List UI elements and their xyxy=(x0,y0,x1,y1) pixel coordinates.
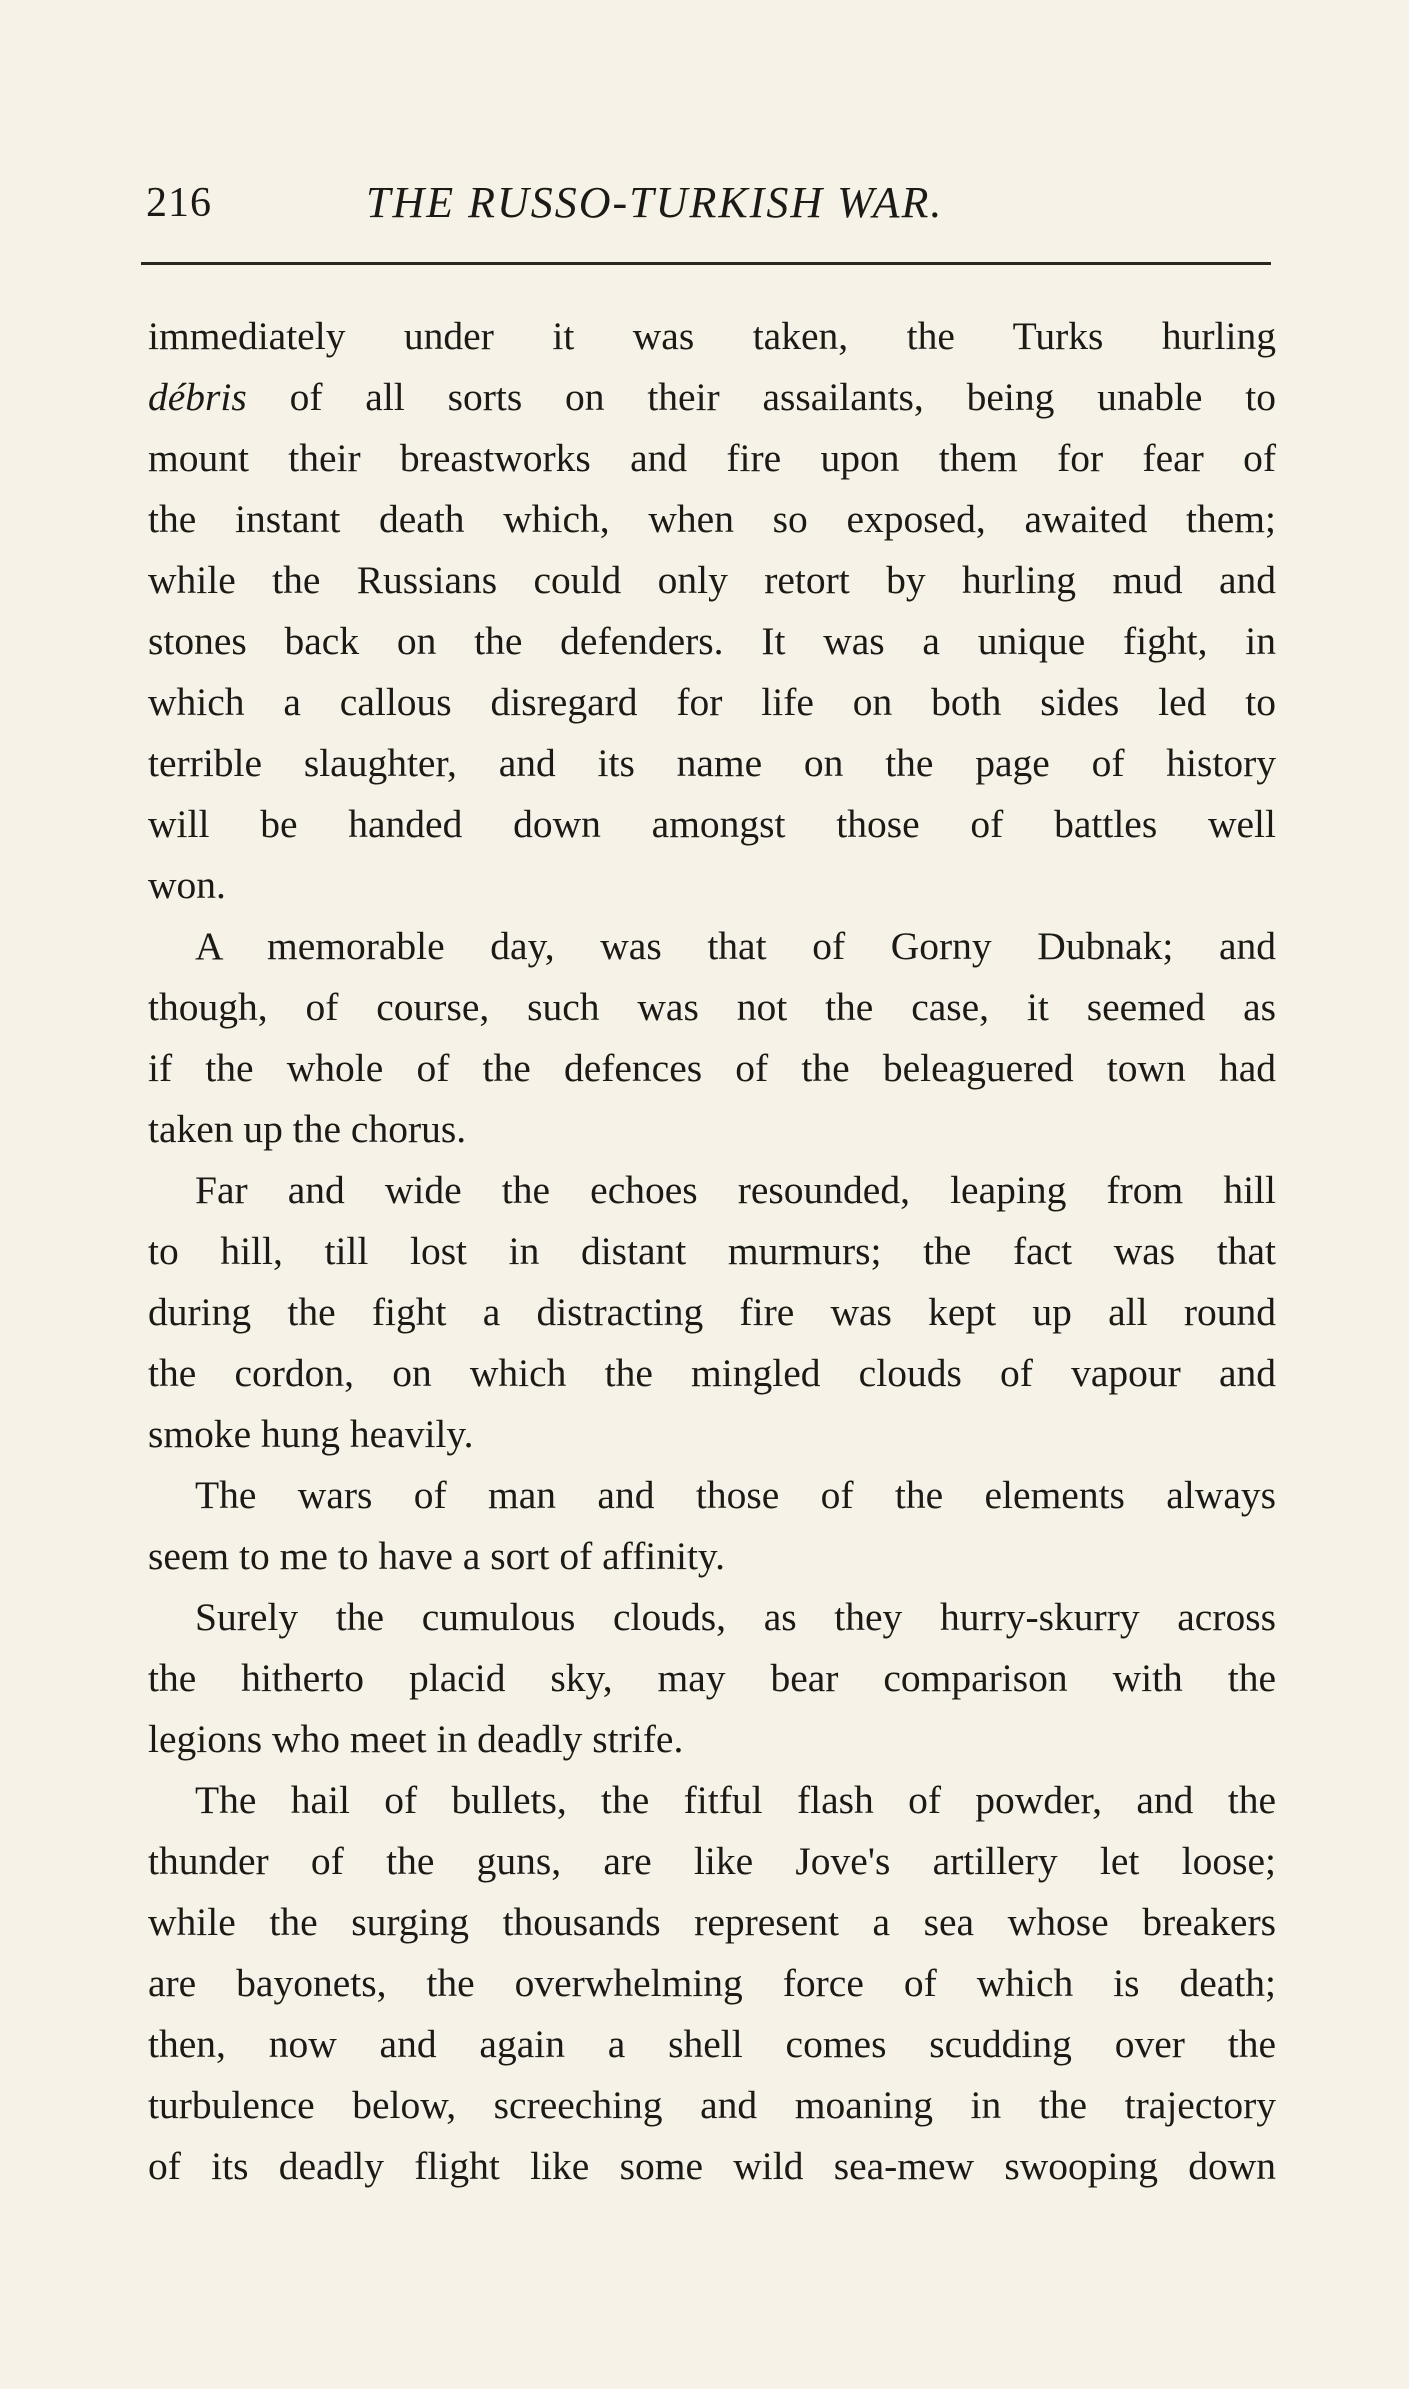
running-head xyxy=(146,168,1271,238)
line-text: The wars of man and those of the elements always xyxy=(195,1473,1276,1517)
text-line xyxy=(148,1892,1276,1953)
text-line xyxy=(148,1343,1276,1404)
text-line xyxy=(148,306,1276,367)
line-text: seem to me to have a sort of affinity. xyxy=(148,1534,725,1578)
line-text: immediately under it was taken, the Turks hurling xyxy=(148,314,1276,358)
line-text: turbulence below, screeching and moaning in the trajectory xyxy=(148,2083,1276,2127)
text-line xyxy=(148,367,1276,428)
text-line xyxy=(148,1221,1276,1282)
text-line xyxy=(148,489,1276,550)
running-title: THE RUSSO-TURKISH WAR. xyxy=(366,178,944,227)
line-text: legions who meet in deadly strife. xyxy=(148,1717,684,1761)
line-text: won. xyxy=(148,863,226,907)
text-line xyxy=(148,1953,1276,2014)
text-line xyxy=(148,1770,1276,1831)
line-text: Far and wide the echoes resounded, leaping from hill xyxy=(195,1168,1276,1212)
text-line xyxy=(148,1099,1276,1160)
text-line xyxy=(148,1404,1276,1465)
line-text: to hill, till lost in distant murmurs; the fact was that xyxy=(148,1229,1276,1273)
text-line xyxy=(148,428,1276,489)
line-text: during the fight a distracting fire was kept up all round xyxy=(148,1290,1276,1334)
text-line xyxy=(148,1831,1276,1892)
line-text: A memorable day, was that of Gorny Dubnak; and xyxy=(195,924,1276,968)
text-line xyxy=(148,1160,1276,1221)
line-text: The hail of bullets, the fitful flash of powder, and the xyxy=(195,1778,1276,1822)
line-text: mount their breastworks and fire upon them for fear of xyxy=(148,436,1276,480)
text-line xyxy=(148,794,1276,855)
line-text: will be handed down amongst those of battles well xyxy=(148,802,1276,846)
text-line xyxy=(148,916,1276,977)
line-text: the instant death which, when so exposed, awaited them; xyxy=(148,497,1276,541)
text-line xyxy=(148,2136,1276,2197)
italic-word: débris xyxy=(148,375,247,419)
line-text: the hitherto placid sky, may bear comparison with the xyxy=(148,1656,1276,1700)
text-line xyxy=(148,2075,1276,2136)
line-text: Surely the cumulous clouds, as they hurry-skurry across xyxy=(195,1595,1276,1639)
line-text: the cordon, on which the mingled clouds of vapour and xyxy=(148,1351,1276,1395)
body-text xyxy=(148,306,1276,2197)
text-line xyxy=(148,1648,1276,1709)
line-text: thunder of the guns, are like Jove's artillery let loose; xyxy=(148,1839,1276,1883)
line-text: are bayonets, the overwhelming force of which is death; xyxy=(148,1961,1276,2005)
text-line xyxy=(148,1526,1276,1587)
line-text: of all sorts on their assailants, being unable to xyxy=(246,375,1276,419)
text-line xyxy=(148,1709,1276,1770)
text-line xyxy=(148,611,1276,672)
text-line xyxy=(148,1038,1276,1099)
header-rule xyxy=(141,262,1271,265)
text-line xyxy=(148,1465,1276,1526)
line-text: then, now and again a shell comes scudding over the xyxy=(148,2022,1276,2066)
text-line xyxy=(148,855,1276,916)
line-text: though, of course, such was not the case, it seemed as xyxy=(148,985,1276,1029)
text-line xyxy=(148,977,1276,1038)
line-text: while the surging thousands represent a sea whose breakers xyxy=(148,1900,1276,1944)
line-text: taken up the chorus. xyxy=(148,1107,467,1151)
line-text: stones back on the defenders. It was a unique fight, in xyxy=(148,619,1276,663)
text-line xyxy=(148,1282,1276,1343)
text-line xyxy=(148,672,1276,733)
text-line xyxy=(148,2014,1276,2075)
text-line xyxy=(148,1587,1276,1648)
line-text: of its deadly flight like some wild sea-mew swooping down xyxy=(148,2144,1276,2188)
line-text: if the whole of the defences of the beleaguered town had xyxy=(148,1046,1276,1090)
line-text: which a callous disregard for life on both sides led to xyxy=(148,680,1276,724)
text-line xyxy=(148,550,1276,611)
text-line xyxy=(148,733,1276,794)
line-text: terrible slaughter, and its name on the page of history xyxy=(148,741,1276,785)
line-text: while the Russians could only retort by hurling mud and xyxy=(148,558,1276,602)
line-text: smoke hung heavily. xyxy=(148,1412,474,1456)
page-number: 216 xyxy=(146,180,212,226)
